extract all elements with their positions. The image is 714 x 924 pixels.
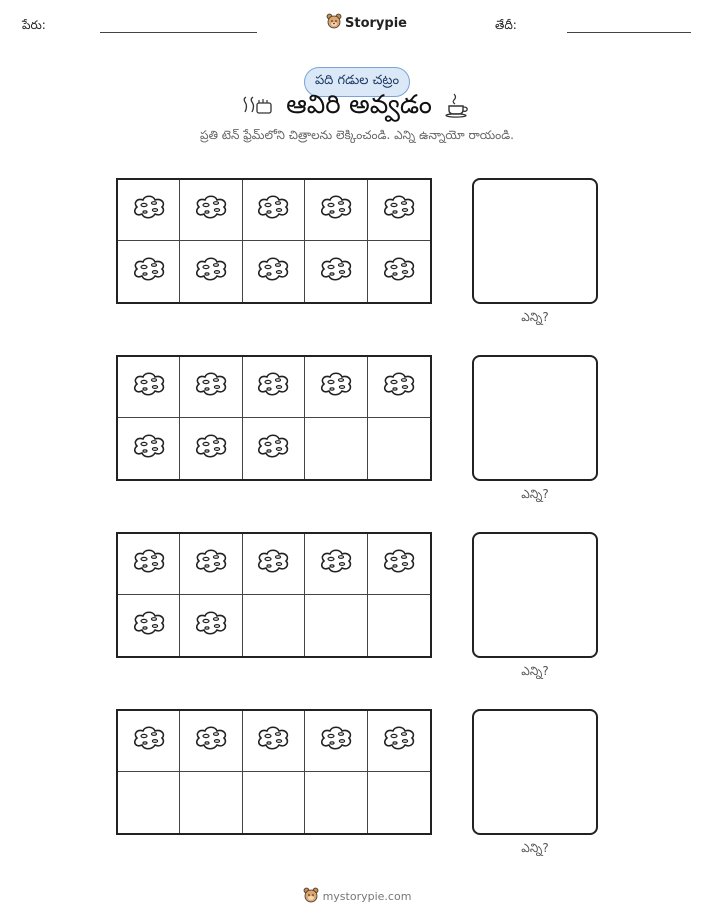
ten-frame-cell <box>118 772 180 833</box>
ten-frame-cell <box>305 711 367 772</box>
steam-puddle-icon <box>253 432 293 466</box>
brand-logo <box>326 13 407 33</box>
ten-frame-cell <box>305 595 367 656</box>
ten-frame-cell <box>243 418 305 479</box>
ten-frame-cell <box>368 418 430 479</box>
ten-frame-cell <box>180 418 242 479</box>
how-many-label: ఎన్ని? <box>521 664 549 678</box>
steam-puddle-icon <box>253 370 293 404</box>
ten-frame-cell <box>368 711 430 772</box>
brand-name: Storypie <box>345 15 407 31</box>
ten-frame-cell <box>243 357 305 418</box>
answer-box[interactable] <box>472 355 598 481</box>
answer-box[interactable] <box>472 178 598 304</box>
steam-puddle-icon <box>316 547 356 581</box>
steam-puddle-icon <box>129 370 169 404</box>
ten-frame-cell <box>180 595 242 656</box>
ten-frame-cell <box>118 180 180 241</box>
steam-puddle-icon <box>379 547 419 581</box>
how-many-label: ఎన్ని? <box>521 487 549 501</box>
ten-frame-cell <box>243 534 305 595</box>
bear-face-icon <box>326 13 342 33</box>
ten-frame-cell <box>118 418 180 479</box>
ten-frame <box>116 178 432 304</box>
ten-frame-cell <box>243 772 305 833</box>
page-title-row <box>242 90 472 126</box>
ten-frame-cell <box>118 534 180 595</box>
ten-frame-cell <box>243 711 305 772</box>
steam-puddle-icon <box>191 432 231 466</box>
steam-puddle-icon <box>316 193 356 227</box>
ten-frame <box>116 709 432 835</box>
name-line <box>100 32 257 33</box>
answer-box[interactable] <box>472 532 598 658</box>
steam-puddle-icon <box>129 193 169 227</box>
ten-frame-cell <box>368 180 430 241</box>
steam-puddle-icon <box>253 255 293 289</box>
steam-puddle-icon <box>191 724 231 758</box>
steam-puddle-icon <box>316 255 356 289</box>
ten-frame-cell <box>180 241 242 302</box>
steam-puddle-icon <box>316 370 356 404</box>
ten-frame-cell <box>305 772 367 833</box>
ten-frame-cell <box>118 595 180 656</box>
ten-frame-cell <box>180 711 242 772</box>
worksheet-type-badge: పది గడుల చట్రం <box>304 67 410 97</box>
ten-frame-cell <box>368 241 430 302</box>
ten-frame-cell <box>243 180 305 241</box>
ten-frame-cell <box>180 180 242 241</box>
ten-frame-cell <box>180 534 242 595</box>
steam-puddle-icon <box>191 255 231 289</box>
steam-puddle-icon <box>129 609 169 643</box>
ten-frame-cell <box>305 357 367 418</box>
ten-frame-cell <box>368 595 430 656</box>
name-label: పేరు: <box>22 18 46 32</box>
ten-frame-cell <box>305 534 367 595</box>
ten-frame <box>116 532 432 658</box>
ten-frame-cell <box>368 534 430 595</box>
ten-frame-cell <box>305 180 367 241</box>
steam-puddle-icon <box>129 547 169 581</box>
steam-puddle-icon <box>129 255 169 289</box>
ten-frame-cell <box>118 711 180 772</box>
how-many-label: ఎన్ని? <box>521 310 549 324</box>
steam-puddle-icon <box>253 193 293 227</box>
steam-puddle-icon <box>379 193 419 227</box>
steam-puddle-icon <box>379 255 419 289</box>
ten-frame-cell <box>180 357 242 418</box>
page-title: ఆవిరి అవ్వడం <box>286 90 432 120</box>
footer <box>303 887 412 906</box>
steam-puddle-icon <box>253 547 293 581</box>
ten-frame-cell <box>180 772 242 833</box>
steam-puddle-icon <box>129 724 169 758</box>
ten-frame-cell <box>368 357 430 418</box>
ten-frame <box>116 355 432 481</box>
instructions: ప్రతి టెన్ ఫ్రేమ్‌లోని చిత్రాలను లెక్కించండి. ఎన్ని ఉన్నాయో రాయండి. <box>200 128 514 142</box>
steam-puddle-icon <box>191 193 231 227</box>
footer-url[interactable]: mystorypie.com <box>322 890 412 903</box>
steam-puddle-icon <box>379 370 419 404</box>
ten-frame-cell <box>243 241 305 302</box>
ten-frame-cell <box>368 772 430 833</box>
ten-frame-cell <box>118 357 180 418</box>
steam-puddle-icon <box>129 432 169 466</box>
steam-puddle-icon <box>253 724 293 758</box>
date-line <box>567 32 691 33</box>
ten-frame-cell <box>305 241 367 302</box>
how-many-label: ఎన్ని? <box>521 841 549 855</box>
answer-box[interactable] <box>472 709 598 835</box>
bear-face-icon <box>303 887 319 906</box>
steam-puddle-icon <box>191 609 231 643</box>
coffee-cup-icon <box>444 92 472 125</box>
ten-frame-cell <box>243 595 305 656</box>
steam-puddle-icon <box>191 370 231 404</box>
steam-puddle-icon <box>379 724 419 758</box>
ten-frame-cell <box>305 418 367 479</box>
ten-frame-cell <box>118 241 180 302</box>
date-label: తేదీ: <box>495 18 517 32</box>
steam-puddle-icon <box>316 724 356 758</box>
steam-puddle-icon <box>191 547 231 581</box>
steam-icon <box>242 93 274 123</box>
